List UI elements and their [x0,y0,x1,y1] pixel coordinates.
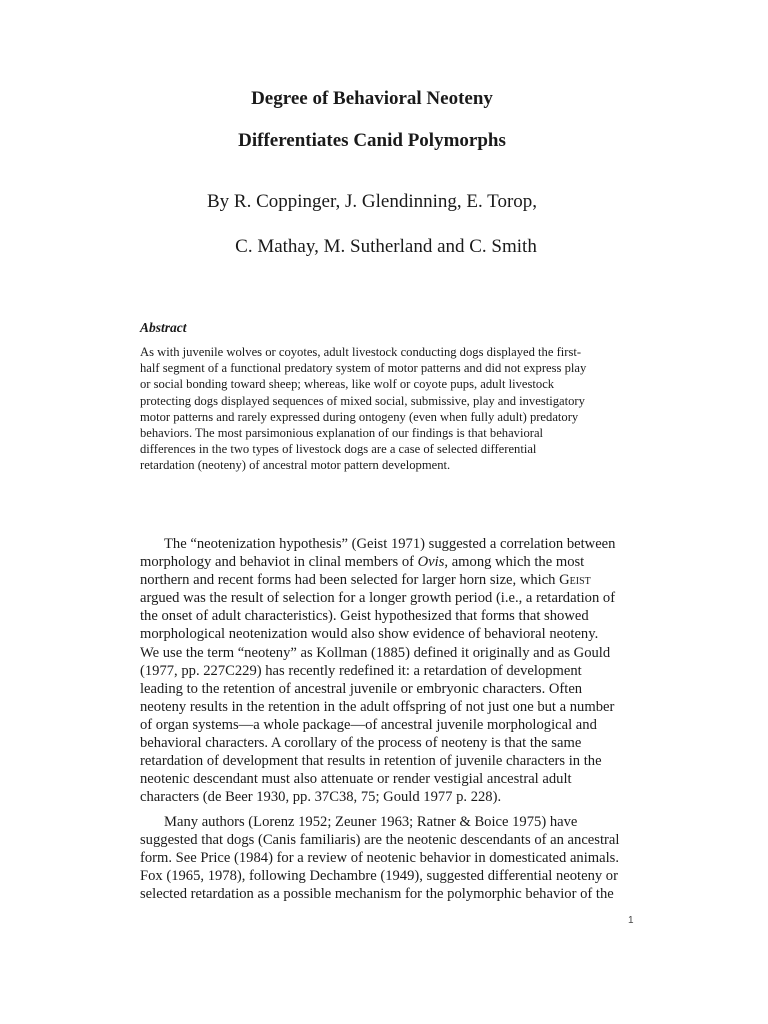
paragraph-line: We use the term “neoteny” as Kollman (1885) defined it originally and as Gould [140,644,611,661]
paper-title-line-2: Differentiates Canid Polymorphs [238,130,506,151]
paragraph-line: neotenic descendant must also attenuate or render vestigial ancestral adult [140,771,572,788]
abstract-line: behaviors. The most parsimonious explanation of our findings is that behavioral [140,426,544,441]
body-paragraph-2 [140,813,640,903]
abstract-text [140,344,640,474]
abstract-line: protecting dogs displayed sequences of mixed social, submissive, play and investigatory [140,393,585,408]
paragraph-line: leading to the retention of ancestral juvenile or embryonic characters. Often [140,680,583,697]
paragraph-line: of organ systems—a whole package—of ancestral juvenile morphological and [140,716,597,733]
abstract-line: retardation (neoteny) of ancestral motor pattern development. [140,458,451,473]
paragraph-line: (1977, pp. 227C229) has recently redefined it: a retardation of development [140,662,582,679]
paragraph-line: characters (de Beer 1930, pp. 37C38, 75; Gould 1977 p. 228). [140,789,502,806]
text-run: northern and recent forms had been selected for larger horn size, which G [140,572,570,589]
abstract-heading: Abstract [140,320,187,335]
abstract-line: half segment of a functional predatory system of motor patterns and did not express play [140,361,587,376]
small-caps-name: eist [569,572,591,589]
paper-title-line-1: Degree of Behavioral Neoteny [251,88,493,109]
paragraph-line: behavioral characters. A corollary of the process of neoteny is that the same [140,735,582,752]
paragraph-line: argued was the result of selection for a longer growth period (i.e., a retardation of [140,590,616,607]
paragraph-line: form. See Price (1984) for a review of neotenic behavior in domesticated animals. [140,850,619,867]
paragraph-line: neoteny results in the retention in the adult offspring of not just one but a number [140,698,615,715]
paragraph-line [140,553,640,571]
paragraph-line: Many authors (Lorenz 1952; Zeuner 1963; Ratner & Boice 1975) have [164,814,578,830]
authors-line-2: C. Mathay, M. Sutherland and C. Smith [235,236,537,257]
abstract-line: motor patterns and rarely expressed during ontogeny (even when fully adult) predatory [140,409,579,424]
authors-line-1: By R. Coppinger, J. Glendinning, E. Torop, [206,191,538,212]
abstract-line: or social bonding toward sheep; whereas, like wolf or coyote pups, adult livestock [140,377,555,392]
paragraph-line: suggested that dogs (Canis familiaris) are the neotenic descendants of an ancestral [140,832,620,849]
italic-term-ovis: Ovis [417,554,445,571]
text-run: , among which the most [444,554,585,571]
text-run: morphology and behaviot in clinal members of [140,554,418,571]
body-paragraph-1 [140,535,640,806]
paragraph-line: The “neotenization hypothesis” (Geist 1971) suggested a correlation between [164,536,616,552]
paragraph-line: retardation of development that results in retention of juvenile characters in the [140,753,602,770]
abstract-line: As with juvenile wolves or coyotes, adult livestock conducting dogs displayed the first- [140,345,582,359]
paragraph-line: Fox (1965, 1978), following Dechambre (1949), suggested differential neoteny or [140,868,618,885]
page-number: 1 [628,915,634,926]
paragraph-line: the onset of adult characteristics). Geist hypothesized that forms that showed [140,608,589,625]
paragraph-line: selected retardation as a possible mechanism for the polymorphic behavior of the [140,886,614,903]
paragraph-line [140,571,640,589]
paragraph-line: morphological neotenization would also show evidence of behavioral neoteny. [140,626,599,643]
abstract-line: differences in the two types of livestock dogs are a case of selected differential [140,442,537,457]
